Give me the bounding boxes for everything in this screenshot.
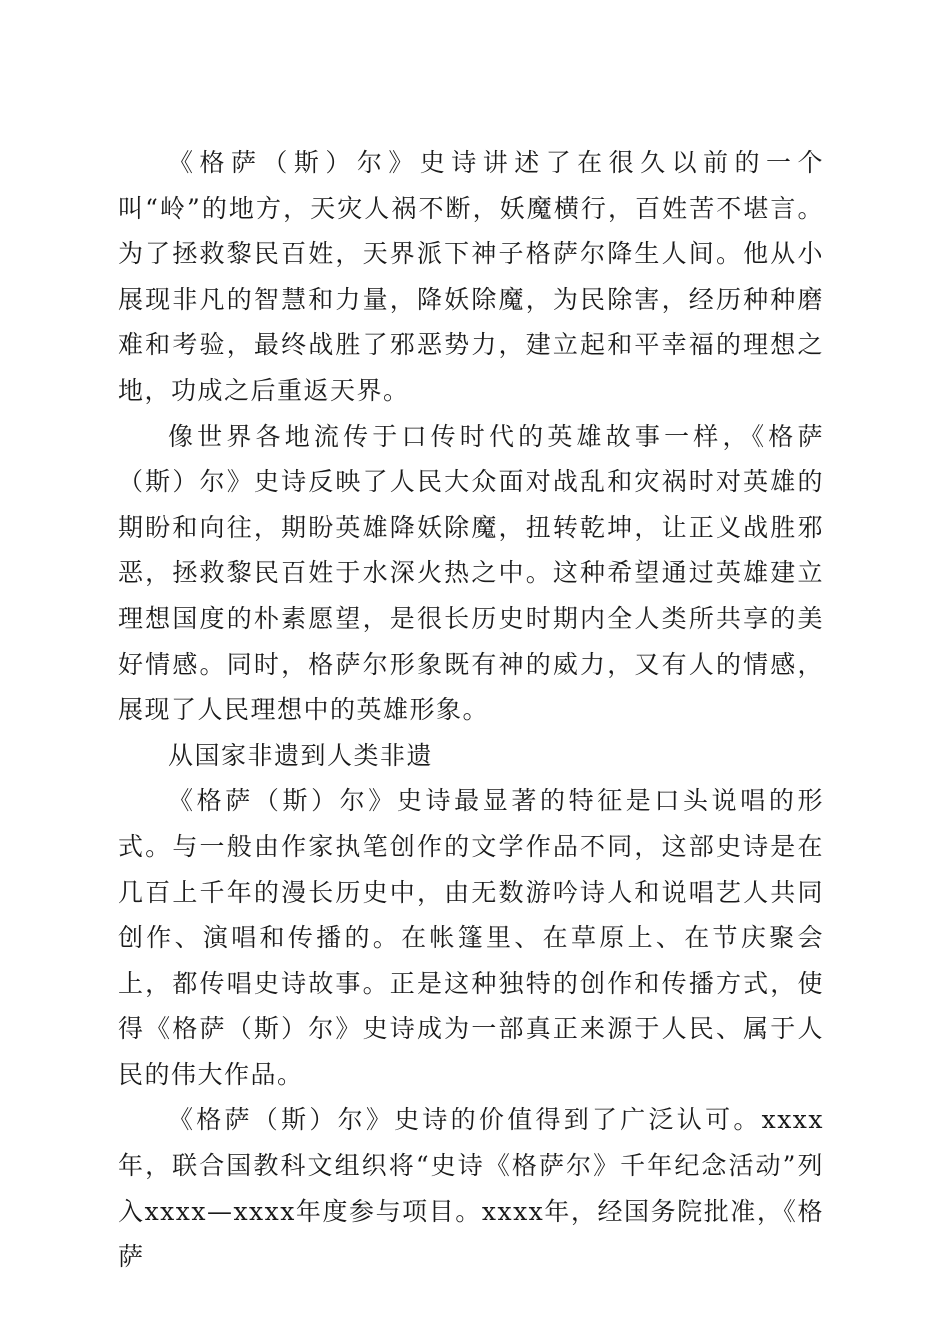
paragraph-recognition: 《格萨（斯）尔》史诗的价值得到了广泛认可。xxxx年，联合国教科文组织将“史诗《格萨尔》千年纪念活动”列入xxxx—xxxx年度参与项目。xxxx年，经国务院批准，《格萨 [118,1105,824,1272]
paragraph-oral-tradition: 《格萨（斯）尔》史诗最显著的特征是口头说唱的形式。与一般由作家执笔创作的文学作品不同，这部史诗是在几百上千年的漫长历史中，由无数游吟诗人和说唱艺人共同创作、演唱和传播的。在帐篷里、在草原上、在节庆聚会上，都传唱史诗故事。正是这种独特的创作和传播方式，使得《格萨（斯）尔》史诗成为一部真正来源于人民、属于人民的伟大作品。 [118,786,824,1089]
section-heading: 从国家非遗到人类非遗 [168,740,434,770]
paragraph-story-summary: 《格萨（斯）尔》史诗讲述了在很久以前的一个叫“岭”的地方，天灾人祸不断，妖魔横行，百姓苦不堪言。为了拯救黎民百姓，天界派下神子格萨尔降生人间。他从小展现非凡的智慧和力量，降妖除魔，为民除害，经历种种磨难和考验，最终战胜了邪恶势力，建立起和平幸福的理想之地，功成之后重返天界。 [118,148,824,405]
paragraph-hero-meaning: 像世界各地流传于口传时代的英雄故事一样，《格萨（斯）尔》史诗反映了人民大众面对战乱和灾祸时对英雄的期盼和向往，期盼英雄降妖除魔，扭转乾坤，让正义战胜邪恶，拯救黎民百姓于水深火热之中。这种希望通过英雄建立理想国度的朴素愿望，是很长历史时期内全人类所共享的美好情感。同时，格萨尔形象既有神的威力，又有人的情感，展现了人民理想中的英雄形象。 [118,421,824,725]
document-body [118,140,824,1280]
